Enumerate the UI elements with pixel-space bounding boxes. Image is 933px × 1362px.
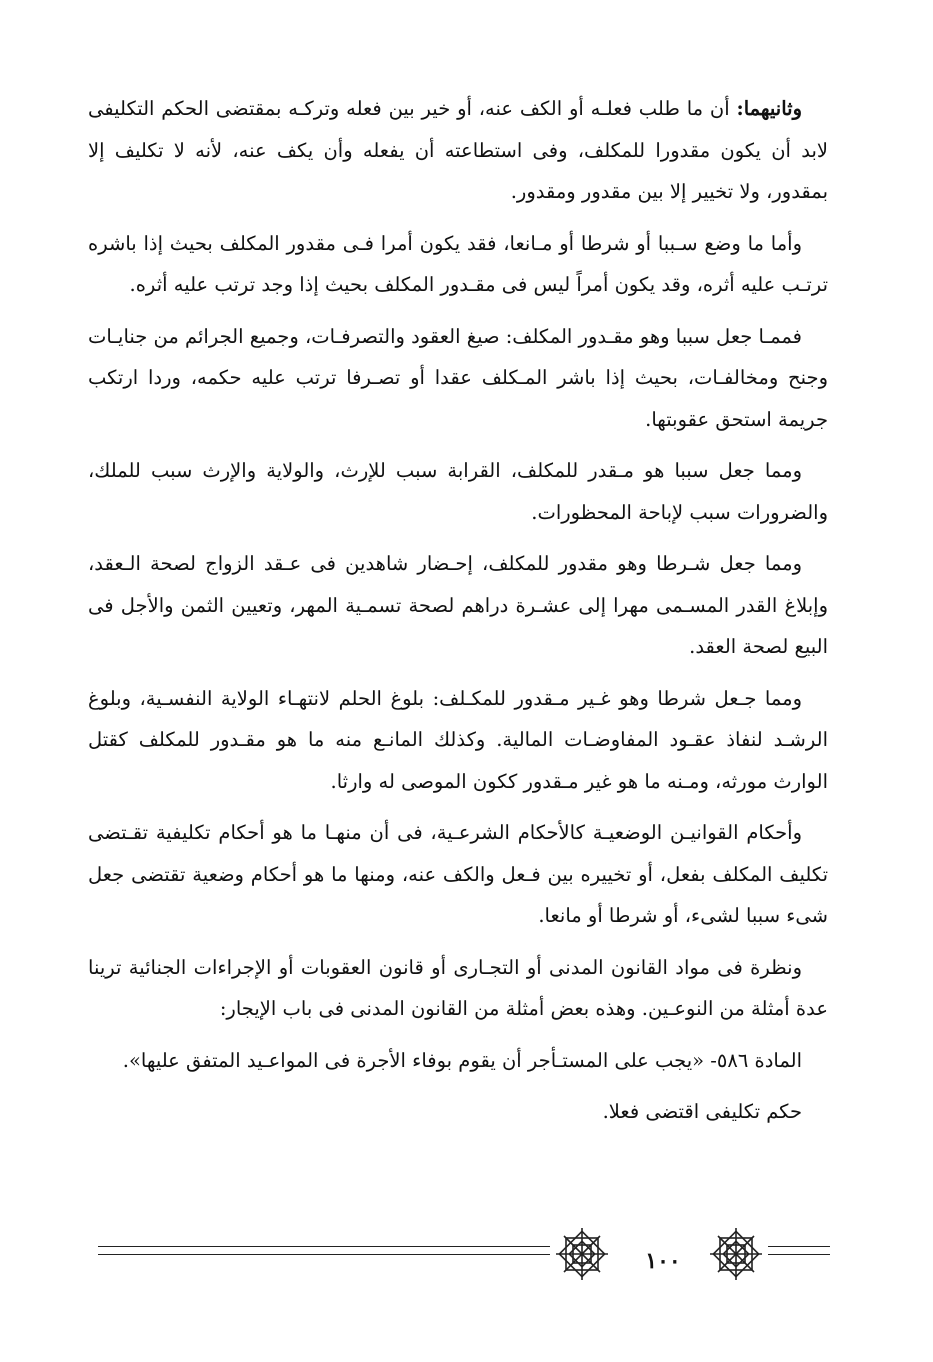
- footer-rule-right-top: [768, 1246, 830, 1247]
- paragraph-3: فممـا جعل سببا وهو مقـدور المكلف: صيغ العقود والتصرفـات، وجميع الجرائم من جنايـات وجنح ومخالفـات، بحيث إذا باشر المـكلف عقدا أو تصـرفا ترتب عليه حكمه، وردا ارتكب جريمة استحق عقوبتها.: [88, 324, 828, 431]
- body-text: [88, 88, 828, 1143]
- paragraph-10: حكم تكليفى اقتضى فعلا.: [602, 1100, 802, 1123]
- footer-rule-left-top: [98, 1246, 550, 1247]
- page-number: ١٠٠: [645, 1248, 681, 1274]
- paragraph-8: ونظرة فى مواد القانون المدنى أو التجـارى أو قانون العقوبات أو الإجراءات الجنائية ترينا عدة أمثلة من النوعـين. وهذه بعض أمثلة من القانون المدنى فى باب الإيجار:: [88, 955, 828, 1020]
- footer-rule-left-bottom: [98, 1254, 550, 1255]
- footer-rule-right-bottom: [768, 1254, 830, 1255]
- paragraph-5: ومما جعل شـرطا وهو مقدور للمكلف، إحـضار شاهدين فى عـقد الزواج لصحة الـعقد، وإبلاغ القدر المسـمى مهرا إلى عشـرة دراهم لصحة تسمـية المهر، وتعيين الثمن والأجل فى البيع لصحة العقد.: [88, 552, 828, 658]
- paragraph-lead: وثانيهما:: [736, 97, 802, 120]
- paragraph-6: ومما جـعل شرطا وهو غـير مـقدور للمكـلف: بلوغ الحلم لانتهـاء الولاية النفسـية، وبلوغ الرشـد لنفاذ عقـود المفاوضـات المالية. وكذلك المانـع منه ما هو مقـدور للمكلف كقتل الوارث مورثه، ومـنه ما هو غير مـقدور ككون الموصى له وارثا.: [88, 686, 828, 793]
- paragraph-7: وأحكام القوانيـن الوضعيـة كالأحكام الشرعـية، فى أن منهـا ما هو أحكام تكليفية تقـتضى تكليف المكلف بفعل، أو تخييره بين فـعل والكف عنه، ومنها ما هو أحكام وضعية تقتضى جعل شىء سببا لشىء، أو شرطا أو مانعا.: [88, 821, 828, 927]
- paragraph-9: المادة ٥٨٦- «يجب على المستـأجر أن يقوم بوفاء الأجرة فى المواعـيد المتفق عليها».: [122, 1048, 802, 1072]
- paragraph-text: أن ما طلب فعلـه أو الكف عنه، أو خير بين فعله وتركـه بمقتضى الحكم التكليفى لابد أن يكون مقدورا للمكلف، وفى استطاعته أن يفعله وأن يكف عنه، لأنه لا تكليف إلا بمقدور، ولا تخيير إلا بين مقدور ومقدور.: [88, 97, 828, 203]
- star-ornament-icon: [706, 1224, 766, 1284]
- star-ornament-icon: [552, 1224, 612, 1284]
- paragraph-2: وأما ما وضع سـببا أو شرطا أو مـانعا، فقد يكون أمرا فـى مقدور المكلف بحيث إذا باشره ترتـب عليه أثره، وقد يكون أمراً ليس فى مقـدور المكلف بحيث إذا وجد ترتب عليه أثره.: [88, 231, 828, 296]
- paragraph-4: ومما جعل سببا هو مـقدر للمكلف، القرابة سبب للإرث، والولاية والإرث سبب للملك، والضرورات سبب لإباحة المحظورات.: [88, 459, 828, 524]
- page-footer: [0, 1224, 933, 1300]
- paragraph-1: [88, 88, 828, 213]
